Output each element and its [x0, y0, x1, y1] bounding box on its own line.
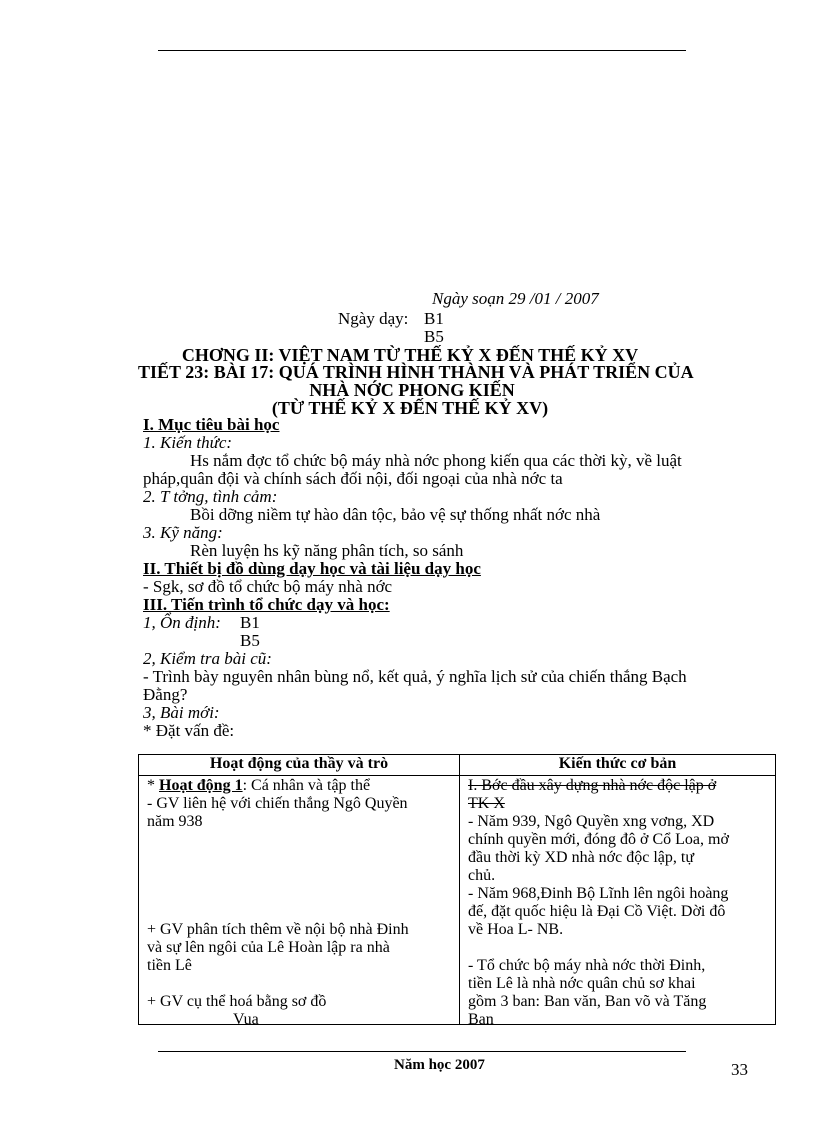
knowledge-line: gồm 3 ban: Ban văn, Ban võ và Tăng	[468, 993, 707, 1010]
activity-line: tiền Lê	[147, 957, 192, 974]
footer-year: Năm học 2007	[394, 1057, 485, 1073]
section1-heading: I. Mục tiêu bài học	[143, 415, 280, 434]
activity-heading: * Hoạt động 1: Cá nhân và tập thể	[147, 777, 371, 794]
activity-line: năm 938	[147, 813, 203, 830]
knowledge-line: đế, đặt quốc hiệu là Đại Cồ Việt. Dời đô	[468, 903, 726, 920]
lesson-title-2: NHÀ NỚC PHONG KIẾN	[309, 380, 515, 400]
diagram-vua-label: Vua	[233, 1011, 259, 1028]
kien-thuc-heading: 1. Kiến thức:	[143, 433, 233, 452]
on-dinh-b1: B1	[240, 613, 260, 632]
activity-line: + GV phân tích thêm về nội bộ nhà Đinh	[147, 921, 409, 938]
lesson-title: TIẾT 23: BÀI 17: QUÁ TRÌNH HÌNH THÀNH VÀ PHÁT TRIỂN CỦA	[138, 362, 694, 382]
knowledge-line: - Năm 939, Ngô Quyền xng vơng, XD	[468, 813, 715, 830]
class-b1: B1	[424, 309, 444, 328]
knowledge-line: TK X	[468, 795, 505, 812]
tu-tuong-heading: 2. T tởng, tình cảm:	[143, 487, 278, 506]
section2-heading: II. Thiết bị đồ dùng dạy học và tài liệu dạy học	[143, 559, 481, 578]
activity-line: và sự lên ngôi của Lê Hoàn lập ra nhà	[147, 939, 390, 956]
section3-heading: III. Tiến trình tổ chức dạy và học:	[143, 595, 390, 614]
question-line-1: - Trình bày nguyên nhân bùng nổ, kết quả, ý nghĩa lịch sử của chiến thắng Bạch	[143, 667, 687, 686]
knowledge-line: - Tổ chức bộ máy nhà nớc thời Đinh,	[468, 957, 706, 974]
tu-tuong-text: Bồi dỡng niềm tự hào dân tộc, bảo vệ sự thống nhất nớc nhà	[190, 505, 601, 524]
col-header-activities: Hoạt động của thầy và trò	[139, 755, 460, 776]
chapter-title: CHƠNG II: VIỆT NAM TỪ THẾ KỶ X ĐẾN THẾ KỶ XV	[181, 345, 639, 365]
kiem-tra-label: 2, Kiểm tra bài cũ:	[143, 649, 272, 668]
bai-moi-label: 3, Bài mới:	[143, 703, 220, 722]
on-dinh-b5: B5	[240, 631, 260, 650]
section2-text: - Sgk, sơ đồ tổ chức bộ máy nhà nớc	[143, 577, 393, 596]
knowledge-line: đầu thời kỳ XD nhà nớc độc lập, tự	[468, 849, 694, 866]
knowledge-cell	[460, 776, 776, 1028]
knowledge-line: Ban	[468, 1011, 494, 1028]
kien-thuc-text-2: pháp,quân đội và chính sách đối nội, đối ngoại của nhà nớc ta	[143, 469, 563, 488]
dat-van-de: * Đặt vấn đề:	[143, 721, 235, 740]
question-line-2: Đằng?	[143, 685, 188, 704]
knowledge-line: I. Bớc đầu xây dựng nhà nớc độc lập ở	[468, 777, 717, 794]
col-header-knowledge: Kiến thức cơ bản	[460, 755, 776, 776]
page-number: 33	[731, 1060, 748, 1079]
knowledge-line: chủ.	[468, 867, 496, 884]
lesson-title-3: (TỪ THẾ KỶ X ĐẾN THẾ KỶ XV)	[271, 398, 549, 418]
on-dinh-label: 1, Ổn định:	[143, 613, 221, 632]
ky-nang-text: Rèn luyện hs kỹ năng phân tích, so sánh	[190, 541, 464, 560]
activity-line: - GV liên hệ với chiến thắng Ngô Quyền	[147, 795, 408, 812]
activities-cell	[139, 776, 460, 1028]
ngay-day-label: Ngày dạy:	[338, 309, 409, 328]
top-rule	[158, 50, 686, 51]
knowledge-line: về Hoa L- NB.	[468, 921, 564, 938]
activity-line: + GV cụ thể hoá bằng sơ đồ	[147, 993, 327, 1010]
bottom-rule	[158, 1051, 686, 1052]
ngay-soan: Ngày soạn 29 /01 / 2007	[432, 289, 599, 308]
kien-thuc-text-1: Hs nắm đợc tổ chức bộ máy nhà nớc phong kiến qua các thời kỳ, về luật	[190, 451, 682, 470]
knowledge-line: tiền Lê là nhà nớc quân chủ sơ khai	[468, 975, 696, 992]
knowledge-line: chính quyền mới, đóng đô ở Cổ Loa, mở	[468, 831, 729, 848]
ky-nang-heading: 3. Kỹ năng:	[143, 523, 223, 542]
lesson-table	[138, 754, 776, 1028]
knowledge-line: - Năm 968,Đinh Bộ Lĩnh lên ngôi hoàng	[468, 885, 729, 902]
class-b5: B5	[424, 327, 444, 346]
